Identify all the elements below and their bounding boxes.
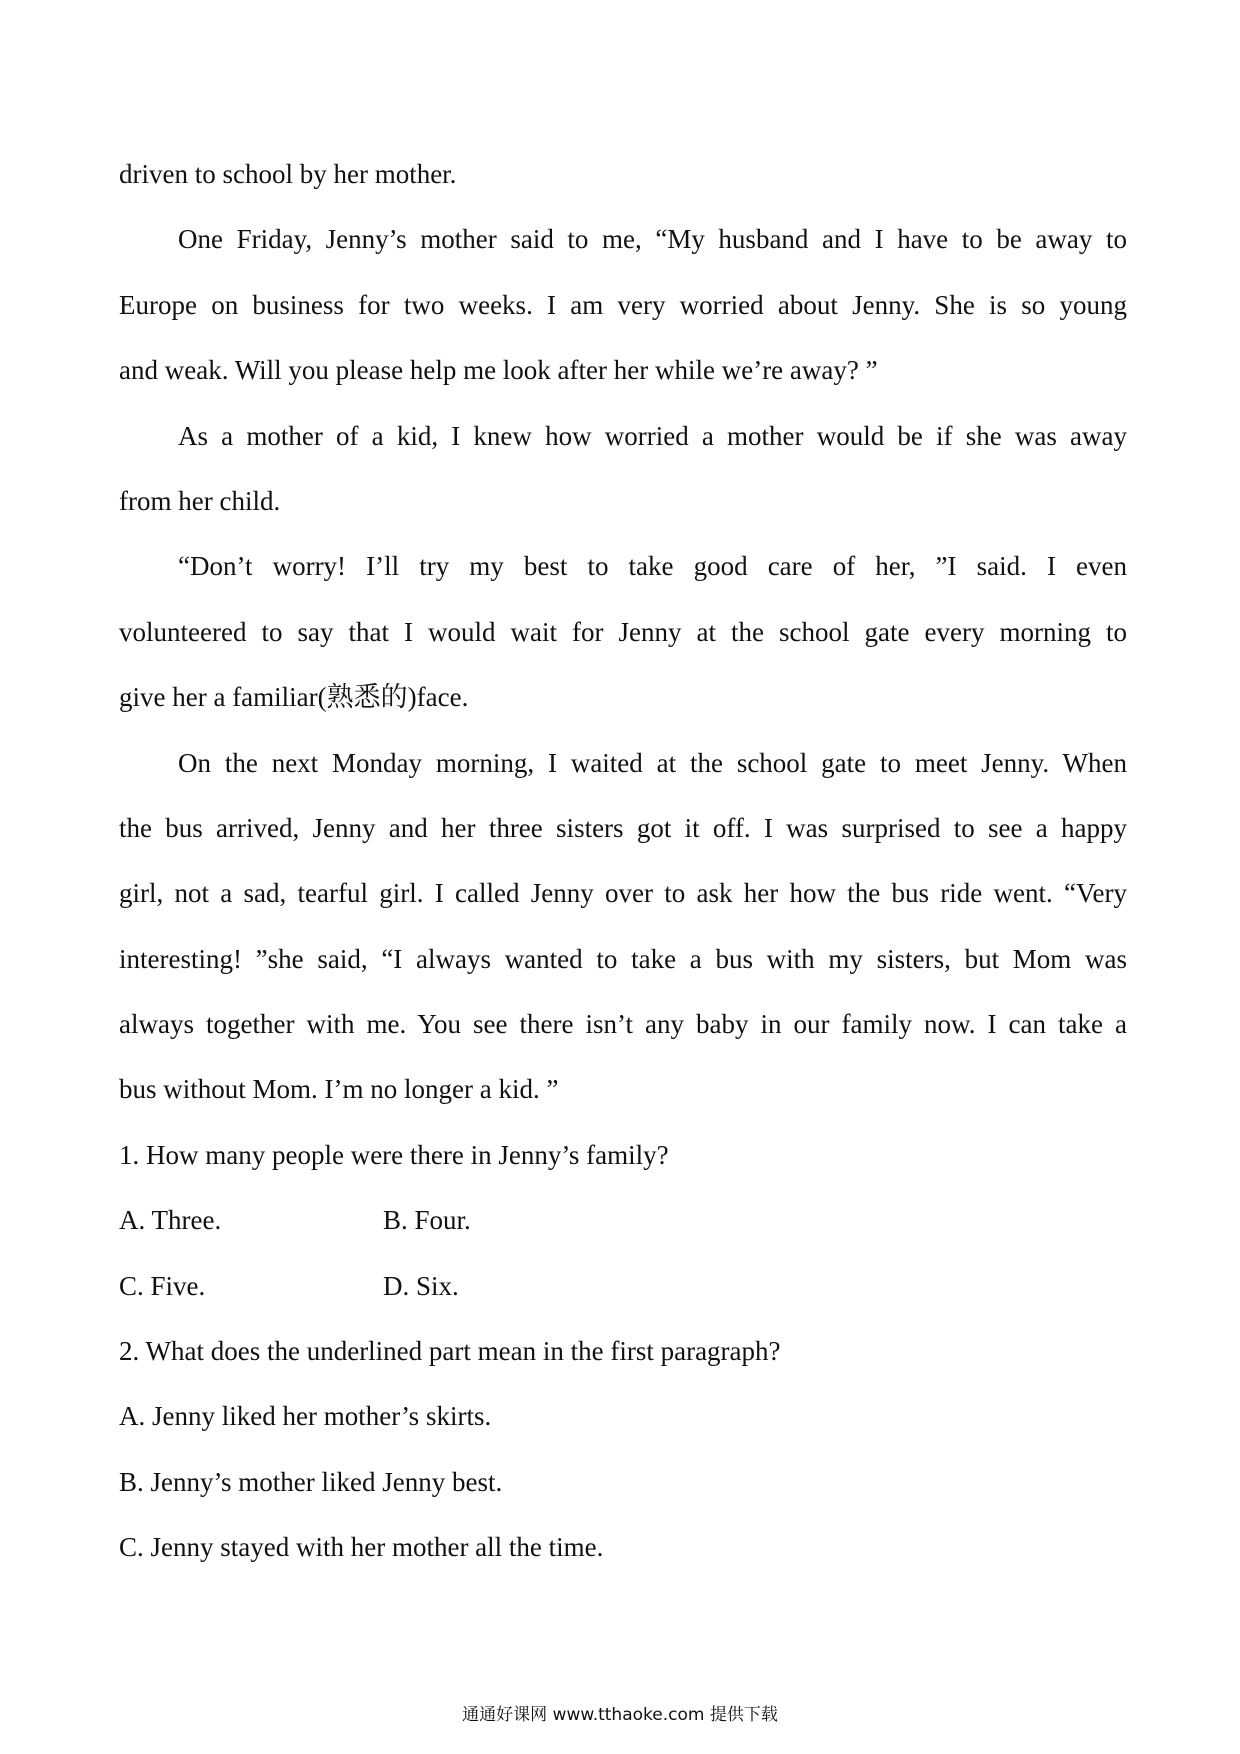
question-1-options-row-1 [119, 1204, 1127, 1269]
page-footer: 通通好课网 www.tthaoke.com 提供下载 [462, 1705, 778, 1725]
document-body [119, 158, 1127, 1597]
question-1-options-row-2 [119, 1270, 1127, 1335]
question-1-option-c: C. Five. [119, 1270, 206, 1301]
paragraph-line: girl, not a sad, tearful girl. I called Jenny over to ask her how the bus ride went. “Very [119, 878, 1127, 909]
paragraph-line: As a mother of a kid, I knew how worried a mother would be if she was away [178, 420, 1127, 451]
paragraph-line: “Don’t worry! I’ll try my best to take good care of her, ”I said. I even [178, 551, 1127, 582]
paragraph-line: volunteered to say that I would wait for Jenny at the school gate every morning to [119, 616, 1127, 647]
paragraph-line: bus without Mom. I’m no longer a kid. ” [119, 1074, 559, 1105]
question-1-option-d: D. Six. [383, 1270, 459, 1301]
question-1-stem: 1. How many people were there in Jenny’s family? [119, 1139, 669, 1170]
paragraph-line: from her child. [119, 485, 281, 516]
paragraph-line: and weak. Will you please help me look after her while we’re away? ” [119, 355, 878, 386]
paragraph-line: Europe on business for two weeks. I am very worried about Jenny. She is so young [119, 289, 1127, 320]
question-2-option-a: A. Jenny liked her mother’s skirts. [119, 1401, 492, 1432]
paragraph-line: the bus arrived, Jenny and her three sisters got it off. I was surprised to see a happy [119, 812, 1127, 843]
question-2-stem: 2. What does the underlined part mean in the first paragraph? [119, 1336, 781, 1367]
question-2-option-c: C. Jenny stayed with her mother all the time. [119, 1532, 604, 1563]
question-2-option-b: B. Jenny’s mother liked Jenny best. [119, 1466, 503, 1497]
paragraph-line: interesting! ”she said, “I always wanted to take a bus with my sisters, but Mom was [119, 943, 1127, 974]
paragraph-line: give her a familiar(熟悉的)face. [119, 682, 469, 713]
paragraph-line: One Friday, Jenny’s mother said to me, “My husband and I have to be away to [178, 224, 1127, 255]
paragraph-line: On the next Monday morning, I waited at the school gate to meet Jenny. When [178, 747, 1127, 778]
question-1-option-a: A. Three. [119, 1205, 222, 1236]
paragraph-line: always together with me. You see there isn’t any baby in our family now. I can take a [119, 1009, 1127, 1040]
paragraph-line: driven to school by her mother. [119, 159, 457, 189]
question-1-option-b: B. Four. [383, 1205, 471, 1236]
